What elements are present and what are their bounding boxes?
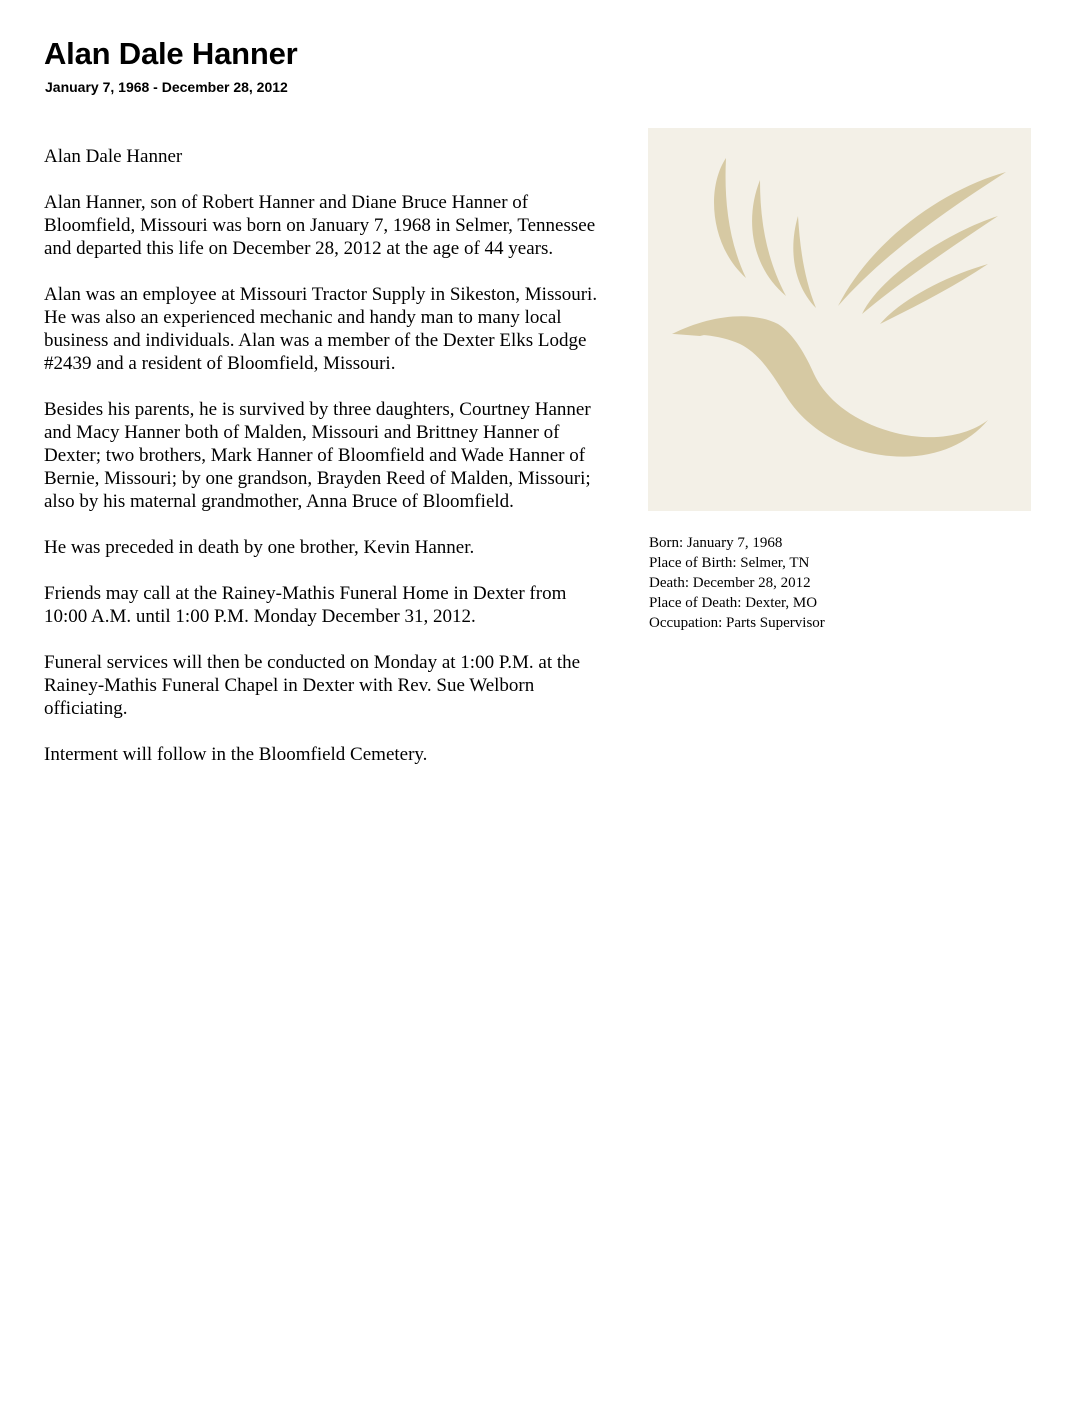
obituary-paragraph: He was preceded in death by one brother, Kevin Hanner. [44,537,475,558]
obituary-paragraph: Alan was an employee at Missouri Tractor Supply in Sikeston, Missouri. He was also an experienced mechanic and handy man to many local business and individuals. Alan was a member of the Dexter Elks Lodge #2439 and a resident of Bloomfield, Missouri. [44,284,598,374]
obituary-paragraph: Alan Hanner, son of Robert Hanner and Diane Bruce Hanner of Bloomfield, Missouri was born on January 7, 1968 in Selmer, Tennessee and departed this life on December 28, 2012 at the age of 44 years. [44,192,596,259]
place-of-birth-fact: Place of Birth: Selmer, TN [649,555,810,571]
place-of-death-fact: Place of Death: Dexter, MO [649,595,818,611]
obituary-paragraph: Friends may call at the Rainey-Mathis Funeral Home in Dexter from 10:00 A.M. until 1:00 P.M. Monday December 31, 2012. [44,583,567,627]
dove-icon [648,128,1031,511]
obituary-paragraph: Funeral services will then be conducted on Monday at 1:00 P.M. at the Rainey-Mathis Funeral Chapel in Dexter with Rev. Sue Welborn officiating. [44,652,581,719]
obituary-paragraph: Interment will follow in the Bloomfield Cemetery. [44,744,428,765]
obituary-text [44,145,614,789]
page-title: Alan Dale Hanner [44,36,298,71]
born-fact: Born: January 7, 1968 [649,535,783,551]
life-dates: January 7, 1968 - December 28, 2012 [45,79,288,95]
obituary-paragraph: Besides his parents, he is survived by three daughters, Courtney Hanner and Macy Hanner both of Malden, Missouri and Brittney Hanner of Dexter; two brothers, Mark Hanner of Bloomfield and Wade Hanner of Bernie, Missouri; by one grandson, Brayden Reed of Malden, Missouri; also by his maternal grandmother, Anna Bruce of Bloomfield. [44,399,591,512]
death-fact: Death: December 28, 2012 [649,575,811,591]
occupation-fact: Occupation: Parts Supervisor [649,615,825,631]
memorial-photo [648,128,1031,511]
facts-panel [649,533,1029,633]
obituary-paragraph: Alan Dale Hanner [44,146,183,167]
